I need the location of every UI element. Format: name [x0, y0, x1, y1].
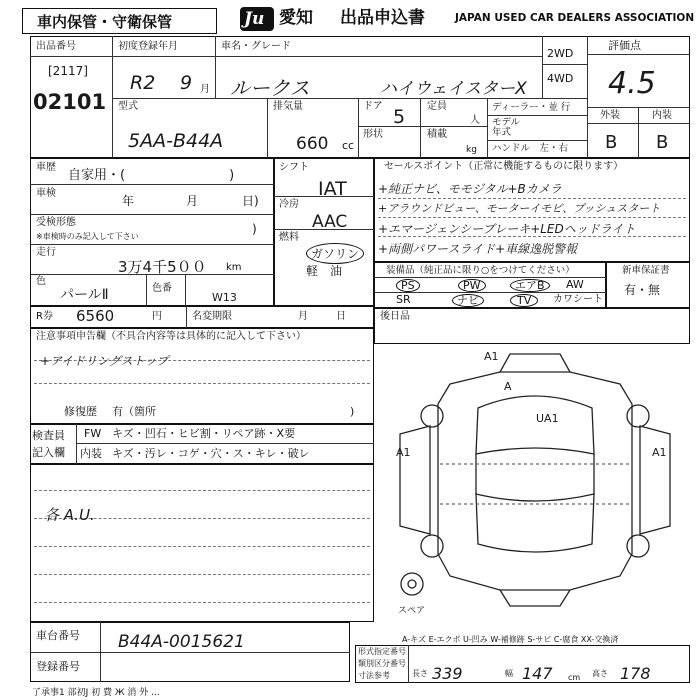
height-label: 高さ — [592, 669, 608, 678]
shape-label: 形状 — [363, 129, 383, 140]
remark-block — [30, 464, 374, 622]
fuel-label: 燃料 — [279, 232, 299, 243]
storage-label: 車内保管・守衛保管 — [37, 13, 173, 31]
registration-era-year: R2 — [130, 72, 156, 94]
equip-pw: PW — [458, 279, 486, 292]
aircon-label: 冷房 — [279, 199, 299, 210]
doors-label: ドア — [363, 101, 383, 112]
registration-label: 初度登録年月 — [118, 41, 178, 52]
inspector-fw: FW — [84, 427, 102, 440]
mileage-value: 3万4千5００ — [118, 258, 207, 276]
repair-label: 修復歴 — [64, 405, 97, 418]
dimension-label-1: 形式指定番号 — [358, 647, 406, 656]
recycle-value: 6560 — [76, 307, 115, 325]
inspector-interior-items: キズ・汚レ・コゲ・穴・ス・キレ・破レ — [112, 447, 310, 460]
interior-label: 内装 — [652, 110, 672, 121]
width-value: 147 — [522, 664, 553, 683]
equip-leather-seat: カワシート — [553, 294, 603, 305]
car-diagram — [380, 344, 690, 622]
equipment-label: 装備品（純正品に限り○をつけてください） — [386, 265, 575, 276]
color-label: 色 — [36, 276, 46, 287]
form-label: 受検形態 — [36, 217, 76, 228]
reg-number-label: 登録番号 — [36, 660, 80, 673]
displacement-value: 660 — [296, 134, 329, 154]
dimension-label-2: 類別区分番号 — [358, 659, 406, 668]
recycle-label: R券 — [36, 311, 53, 322]
after-day-label: 後日品 — [380, 311, 410, 322]
inspection-year: 年 — [122, 194, 135, 208]
exterior-grade: B — [605, 132, 618, 153]
lot-label: 出品番号 — [36, 41, 76, 52]
lot-number: 02101 — [33, 90, 107, 114]
chassis-label: 車台番号 — [36, 629, 80, 642]
inspector-exterior-items: キズ・凹石・ヒビ割・リペア跡・X要 — [112, 427, 296, 440]
sales-point-line-2: +アラウンドビュー、モーターイモビ、プッシュスタート — [378, 202, 661, 215]
lot-subnumber: [2117] — [48, 64, 88, 78]
inspection-month: 月 — [186, 194, 199, 208]
length-label: 長さ — [412, 669, 428, 678]
displacement-unit: cc — [342, 139, 355, 152]
displacement-label: 排気量 — [273, 101, 303, 112]
org-name-en: JAPAN USED CAR DEALERS ASSOCIATION — [455, 12, 695, 24]
notes-label: 注意事項申告欄（不具合内容等は具体的に記入して下さい） — [36, 331, 306, 342]
inspector-interior-cat: 内装 — [80, 447, 102, 460]
name-change-month: 月 — [298, 311, 308, 322]
width-label: 幅 — [505, 669, 513, 678]
width-unit: cm — [568, 673, 581, 682]
inspector-label-1: 検査員 — [32, 429, 65, 442]
aircon-value: AAC — [312, 212, 348, 232]
form-note: ※車検時のみ記入して下さい — [36, 232, 139, 241]
car-name: ルークス — [230, 76, 310, 100]
mileage-label: 走行 — [36, 247, 56, 258]
fuel-diesel: 軽 油 — [306, 264, 343, 278]
storage-box — [22, 8, 217, 34]
ju-logo — [240, 7, 274, 31]
history-value: 自家用・( ) — [68, 168, 235, 183]
exterior-label: 外装 — [600, 110, 620, 121]
payload-label: 積載 — [427, 129, 447, 140]
guarantee-value: 有・無 — [624, 283, 661, 297]
notes-line-1: +アイドリングストップ — [40, 354, 169, 368]
fuel-gas: ガソリン — [306, 243, 364, 264]
sales-point-label: セールスポイント（正常に機能するものに限ります） — [384, 161, 624, 172]
sales-point-line-4: +両側パワースライド+車線逸脱警報 — [378, 242, 578, 256]
ju-logo-text: Ju — [244, 9, 265, 29]
length-value: 339 — [432, 664, 463, 683]
chassis-value: B44A-0015621 — [118, 632, 245, 652]
inspection-day: 日) — [242, 194, 259, 208]
color-number: W13 — [212, 291, 237, 304]
remark-text: 各 A.U. — [44, 506, 95, 524]
registration-month-unit: 月 — [200, 84, 210, 95]
dimension-label-3: 寸法参考 — [358, 671, 390, 680]
legend-text: A-キズ E-エクボ U-凹み W-補修跡 S-サビ C-腐食 XX-交換済 — [402, 635, 619, 644]
name-change-day: 日 — [336, 311, 346, 322]
color-value: パールⅡ — [60, 287, 109, 303]
dealer-label: ディーラー・並 行 — [492, 102, 571, 113]
after-day-block — [374, 308, 690, 344]
model-year-label: モデル 年式 — [492, 117, 521, 138]
equip-airbag: エアB — [510, 279, 550, 292]
handle-label: ハンドル 左・右 — [492, 143, 569, 154]
equip-aw: AW — [566, 278, 584, 291]
mileage-unit: km — [226, 262, 242, 273]
damage-mark-left: A1 — [396, 446, 411, 459]
doors-value: 5 — [393, 106, 406, 128]
registration-month: 9 — [180, 72, 193, 94]
inspector-label-2: 記入欄 — [32, 446, 65, 459]
equip-ps: PS — [396, 279, 420, 292]
rating-score: 4.5 — [608, 66, 656, 101]
sales-point-line-1: +純正ナビ、モモジタル+Bカメラ — [378, 182, 562, 196]
damage-mark-roof: UA1 — [536, 412, 559, 425]
model-label: 型式 — [118, 101, 138, 112]
name-change-label: 名変期限 — [192, 311, 232, 322]
shift-label: シフト — [279, 162, 309, 173]
spare-label: スペア — [398, 606, 426, 616]
capacity-label: 定員 — [427, 101, 447, 112]
guarantee-label: 新車保証書 — [622, 265, 670, 276]
car-grade: ハイウェイスターX — [380, 79, 527, 99]
equip-tv: TV — [510, 294, 538, 307]
damage-mark-front: A1 — [484, 350, 499, 363]
damage-mark-bumper: A — [504, 380, 512, 393]
history-label: 車歴 — [36, 162, 56, 173]
model-value: 5AA-B44A — [128, 130, 224, 152]
equip-navi: ナビ — [452, 294, 484, 307]
drive-2wd: 2WD — [547, 47, 574, 60]
damage-mark-right: A1 — [652, 446, 667, 459]
capacity-unit: 人 — [470, 115, 480, 126]
interior-grade: B — [656, 132, 669, 153]
drive-4wd: 4WD — [547, 72, 574, 85]
color-number-label: 色番 — [152, 283, 172, 294]
shift-value: IAT — [318, 178, 347, 200]
recycle-unit: 円 — [152, 311, 162, 322]
inspection-label: 車検 — [36, 188, 56, 199]
rating-label: 評価点 — [608, 39, 641, 52]
payload-unit: kg — [466, 145, 477, 155]
form-paren: ) — [252, 222, 257, 236]
footer-text: 了承事1 部初J 初 費 Ж 消 外 ... — [32, 688, 160, 698]
repair-paren: ) — [350, 405, 355, 418]
car-name-label: 車名・グレード — [221, 41, 291, 52]
org-name: 愛知 — [279, 8, 313, 28]
equip-sr: SR — [396, 293, 411, 306]
form-title: 出品申込書 — [340, 8, 425, 28]
sales-point-line-3: +エマージェンシーブレーキ+LEDヘッドライト — [378, 222, 636, 236]
height-value: 178 — [620, 664, 651, 683]
repair-value: 有（箇所 — [112, 405, 156, 418]
